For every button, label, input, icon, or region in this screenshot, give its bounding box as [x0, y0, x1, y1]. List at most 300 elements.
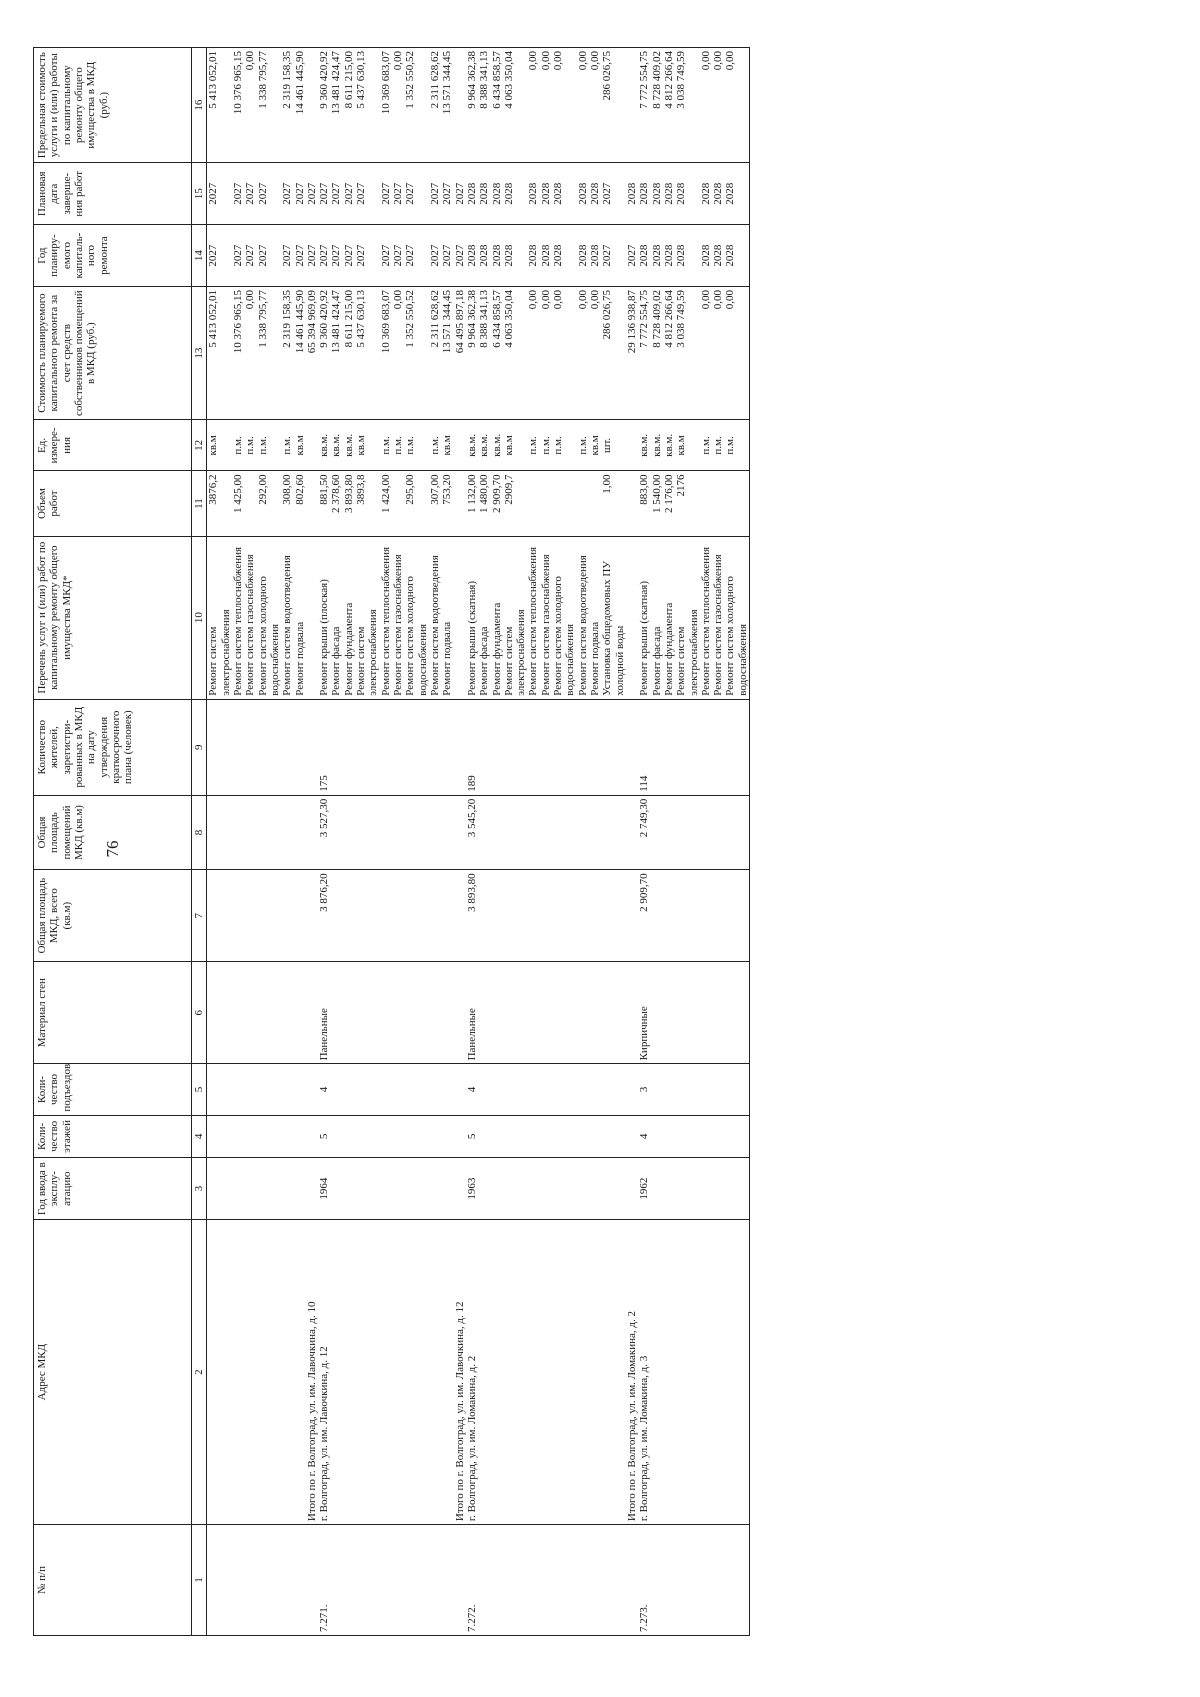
cell-c5 — [232, 1064, 244, 1115]
cell-c1 — [589, 1525, 601, 1636]
cell-c15: 2028 — [540, 163, 552, 225]
cell-c12: п.м. — [281, 420, 293, 471]
table-row — [601, 48, 626, 1636]
cell-c3 — [343, 1158, 355, 1220]
cell-c11 — [577, 471, 589, 536]
cell-c6 — [244, 962, 256, 1064]
table-row — [330, 48, 342, 1636]
cell-c3 — [281, 1158, 293, 1220]
cell-c5 — [380, 1064, 392, 1115]
cell-c2 — [404, 1220, 429, 1525]
cell-c13: 0,00 — [724, 287, 749, 420]
table-row — [651, 48, 663, 1636]
cell-c5 — [577, 1064, 589, 1115]
cell-c10: Ремонт систем газоснабжения — [540, 536, 552, 699]
cell-c3 — [663, 1158, 675, 1220]
cell-c4 — [478, 1115, 490, 1158]
table-row — [663, 48, 675, 1636]
cell-c13: 5 437 630,13 — [355, 287, 380, 420]
cell-c3 — [306, 1158, 318, 1220]
cell-c6 — [700, 962, 712, 1064]
cell-c3 — [712, 1158, 724, 1220]
cell-c14: 2027 — [343, 225, 355, 287]
cell-c2: г. Волгоград, ул. им. Ломакина, д. 3 — [638, 1220, 650, 1525]
cell-c14: 2027 — [318, 225, 330, 287]
cell-c10: Ремонт систем газоснабжения — [712, 536, 724, 699]
header-col-number: 8 — [192, 795, 207, 870]
cell-c9 — [577, 699, 589, 795]
cell-c2 — [724, 1220, 749, 1525]
cell-c15: 2028 — [577, 163, 589, 225]
cell-c3 — [244, 1158, 256, 1220]
cell-c6 — [392, 962, 404, 1064]
cell-c5 — [663, 1064, 675, 1115]
header-col-10: Перечень услуг и (или) работ по капитальному ремонту общего имущества МКД* — [34, 536, 192, 699]
cell-c7 — [589, 870, 601, 962]
cell-c13: 3 038 749,59 — [675, 287, 700, 420]
cell-c11: 1 132,00 — [466, 471, 478, 536]
cell-c2: г. Волгоград, ул. им. Лавочкина, д. 12 — [318, 1220, 330, 1525]
cell-c8 — [244, 795, 256, 870]
cell-c2 — [478, 1220, 490, 1525]
header-col-7: Общая площадь МКД, всего (кв.м) — [34, 870, 192, 962]
cell-c1 — [294, 1525, 306, 1636]
cell-c5: 4 — [318, 1064, 330, 1115]
cell-c15: 2027 — [441, 163, 453, 225]
cell-c8 — [527, 795, 539, 870]
cell-c15: 2027 — [294, 163, 306, 225]
table-row — [700, 48, 712, 1636]
cell-c2 — [577, 1220, 589, 1525]
cell-c11 — [700, 471, 712, 536]
cell-c14: 2027 — [392, 225, 404, 287]
cell-c15: 2027 — [306, 163, 318, 225]
cell-c4 — [724, 1115, 749, 1158]
cell-c8 — [232, 795, 244, 870]
cell-c8 — [478, 795, 490, 870]
cell-c1 — [441, 1525, 453, 1636]
cell-c4 — [429, 1115, 441, 1158]
cell-c13: 6 434 858,57 — [491, 287, 503, 420]
header-col-number: 15 — [192, 163, 207, 225]
cell-c10: Ремонт систем газоснабжения — [244, 536, 256, 699]
cell-c8 — [404, 795, 429, 870]
cell-c1 — [392, 1525, 404, 1636]
cell-c4 — [651, 1115, 663, 1158]
cell-c15: 2027 — [343, 163, 355, 225]
cell-c16: 0,00 — [244, 48, 256, 163]
cell-c15: 2028 — [724, 163, 749, 225]
cell-c13: 14 461 445,90 — [294, 287, 306, 420]
cell-c8 — [294, 795, 306, 870]
cell-c7 — [306, 870, 318, 962]
cell-c4 — [257, 1115, 282, 1158]
cell-c7 — [330, 870, 342, 962]
cell-c13: 10 369 683,07 — [380, 287, 392, 420]
cell-c12: кв.м. — [318, 420, 330, 471]
table-row — [675, 48, 700, 1636]
cell-c13: 4 812 266,64 — [663, 287, 675, 420]
cell-c3 — [577, 1158, 589, 1220]
cell-c16 — [454, 48, 466, 163]
cell-c12: кв.м. — [651, 420, 663, 471]
cell-c8 — [503, 795, 528, 870]
header-col-number: 13 — [192, 287, 207, 420]
cell-c3 — [478, 1158, 490, 1220]
cell-c15: 2028 — [552, 163, 577, 225]
cell-c4 — [491, 1115, 503, 1158]
cell-c3 — [491, 1158, 503, 1220]
cell-c16: 0,00 — [724, 48, 749, 163]
cell-c16: 0,00 — [527, 48, 539, 163]
cell-c2 — [552, 1220, 577, 1525]
cell-c4 — [675, 1115, 700, 1158]
cell-c7 — [503, 870, 528, 962]
cell-c4 — [527, 1115, 539, 1158]
cell-c12: кв.м — [441, 420, 453, 471]
cell-c14: 2028 — [466, 225, 478, 287]
cell-c8 — [429, 795, 441, 870]
cell-c3 — [294, 1158, 306, 1220]
cell-c2 — [675, 1220, 700, 1525]
cell-c9: 114 — [638, 699, 650, 795]
table-body — [207, 48, 750, 1636]
cell-c7 — [281, 870, 293, 962]
cell-c7 — [244, 870, 256, 962]
cell-c16: 0,00 — [552, 48, 577, 163]
cell-c4 — [404, 1115, 429, 1158]
cell-c5 — [527, 1064, 539, 1115]
cell-c4 — [503, 1115, 528, 1158]
cell-c11: 307,00 — [429, 471, 441, 536]
cell-c13: 13 481 424,47 — [330, 287, 342, 420]
cell-c7 — [552, 870, 577, 962]
cell-c15: 2028 — [638, 163, 650, 225]
cell-c12: п.м. — [712, 420, 724, 471]
cell-c12: кв.м — [355, 420, 380, 471]
cell-c13: 0,00 — [577, 287, 589, 420]
cell-c8 — [700, 795, 712, 870]
cell-c5 — [651, 1064, 663, 1115]
cell-c11: 3876,2 — [207, 471, 232, 536]
cell-c1 — [491, 1525, 503, 1636]
cell-c4: 4 — [638, 1115, 650, 1158]
cell-c8 — [330, 795, 342, 870]
table-row — [441, 48, 453, 1636]
cell-c15: 2027 — [601, 163, 626, 225]
cell-c3 — [675, 1158, 700, 1220]
cell-c1 — [527, 1525, 539, 1636]
table-row — [638, 48, 650, 1636]
cell-c1 — [601, 1525, 626, 1636]
cell-c16: 13 481 424,47 — [330, 48, 342, 163]
cell-c13: 10 376 965,15 — [232, 287, 244, 420]
cell-c4 — [601, 1115, 626, 1158]
cell-c9 — [257, 699, 282, 795]
cell-c4: 5 — [318, 1115, 330, 1158]
header-col-9: Количество жителей, зарегистри-рованных в МКД на дату утверждения краткосрочного плана (человек) — [34, 699, 192, 795]
cell-c6 — [306, 962, 318, 1064]
cell-c1 — [232, 1525, 244, 1636]
cell-c6 — [343, 962, 355, 1064]
header-col-12: Ед. измере-ния — [34, 420, 192, 471]
cell-c5 — [429, 1064, 441, 1115]
cell-c13: 0,00 — [712, 287, 724, 420]
cell-c11 — [552, 471, 577, 536]
cell-c7 — [441, 870, 453, 962]
cell-c14: 2028 — [577, 225, 589, 287]
cell-c15: 2027 — [232, 163, 244, 225]
cell-c2 — [355, 1220, 380, 1525]
cell-c15: 2027 — [355, 163, 380, 225]
cell-c3 — [429, 1158, 441, 1220]
header-col-number: 2 — [192, 1220, 207, 1525]
cell-c2 — [712, 1220, 724, 1525]
cell-c2 — [429, 1220, 441, 1525]
cell-c4 — [207, 1115, 232, 1158]
cell-c7 — [527, 870, 539, 962]
cell-c13: 0,00 — [700, 287, 712, 420]
cell-c15: 2027 — [392, 163, 404, 225]
header-col-1: № п/п — [34, 1525, 192, 1636]
cell-c11: 881,50 — [318, 471, 330, 536]
cell-c9 — [429, 699, 441, 795]
total-row — [306, 48, 318, 1636]
cell-c9: 175 — [318, 699, 330, 795]
table-row — [207, 48, 232, 1636]
cell-c11 — [540, 471, 552, 536]
cell-c9 — [330, 699, 342, 795]
cell-c3 — [392, 1158, 404, 1220]
cell-c8 — [651, 795, 663, 870]
cell-c3: 1962 — [638, 1158, 650, 1220]
table-row — [724, 48, 749, 1636]
cell-c6 — [540, 962, 552, 1064]
cell-c16: 2 311 628,62 — [429, 48, 441, 163]
table-row — [478, 48, 490, 1636]
cell-c5 — [330, 1064, 342, 1115]
cell-c2 — [244, 1220, 256, 1525]
cell-c15: 2027 — [244, 163, 256, 225]
cell-c11: 3 893,80 — [343, 471, 355, 536]
cell-c16: 3 038 749,59 — [675, 48, 700, 163]
cell-c16: 5 413 052,01 — [207, 48, 232, 163]
cell-c9 — [478, 699, 490, 795]
header-col-4: Коли-чество этажей — [34, 1115, 192, 1158]
cell-c8 — [441, 795, 453, 870]
cell-c15: 2028 — [478, 163, 490, 225]
cell-c14: 2028 — [712, 225, 724, 287]
cell-c11: 2909,7 — [503, 471, 528, 536]
cell-c6 — [589, 962, 601, 1064]
cell-c1 — [244, 1525, 256, 1636]
cell-c8 — [601, 795, 626, 870]
cell-c3 — [330, 1158, 342, 1220]
cell-c15: 2027 — [281, 163, 293, 225]
cell-c8 — [540, 795, 552, 870]
cell-c5 — [552, 1064, 577, 1115]
cell-c14: 2028 — [552, 225, 577, 287]
cell-c5 — [244, 1064, 256, 1115]
header-col-16: Предельная стоимость услуги и (или) работы по капитальному ремонту общего имущества в МКД (руб.) — [34, 48, 192, 163]
cell-c1 — [343, 1525, 355, 1636]
cell-c11 — [712, 471, 724, 536]
cell-c13: 0,00 — [552, 287, 577, 420]
cell-c14: 2027 — [355, 225, 380, 287]
cell-c8 — [207, 795, 232, 870]
cell-c4 — [306, 1115, 318, 1158]
cell-c1 — [651, 1525, 663, 1636]
cell-c1 — [454, 1525, 466, 1636]
cell-c7 — [724, 870, 749, 962]
cell-c9 — [281, 699, 293, 795]
cell-c16 — [306, 48, 318, 163]
cell-c11: 3893,8 — [355, 471, 380, 536]
cell-c4: 5 — [466, 1115, 478, 1158]
cell-c4 — [540, 1115, 552, 1158]
cell-c12: кв.м. — [491, 420, 503, 471]
cell-c6 — [355, 962, 380, 1064]
cell-c16: 0,00 — [589, 48, 601, 163]
table-row — [281, 48, 293, 1636]
cell-c6 — [330, 962, 342, 1064]
cell-c14: 2027 — [429, 225, 441, 287]
cell-c14: 2027 — [207, 225, 232, 287]
cell-c16: 7 772 554,75 — [638, 48, 650, 163]
cell-c14: 2027 — [330, 225, 342, 287]
cell-c14: 2028 — [527, 225, 539, 287]
header-col-2: Адрес МКД — [34, 1220, 192, 1525]
cell-c6 — [281, 962, 293, 1064]
cell-c12: п.м. — [577, 420, 589, 471]
table-row — [380, 48, 392, 1636]
cell-c14: 2028 — [503, 225, 528, 287]
cell-c15: 2027 — [318, 163, 330, 225]
cell-c3 — [724, 1158, 749, 1220]
cell-c5: 3 — [638, 1064, 650, 1115]
cell-c6 — [441, 962, 453, 1064]
cell-c2: Итого по г. Волгоград, ул. им. Лавочкина, д. 10 — [306, 1220, 318, 1525]
cell-c8 — [306, 795, 318, 870]
cell-c8 — [675, 795, 700, 870]
cell-c1 — [700, 1525, 712, 1636]
cell-c13: 8 611 215,00 — [343, 287, 355, 420]
cell-c12 — [306, 420, 318, 471]
cell-c14: 2028 — [491, 225, 503, 287]
cell-c6 — [294, 962, 306, 1064]
cell-c5 — [712, 1064, 724, 1115]
cell-c2: г. Волгоград, ул. им. Ломакина, д. 2 — [466, 1220, 478, 1525]
cell-c7 — [207, 870, 232, 962]
table-row — [404, 48, 429, 1636]
table-row — [232, 48, 244, 1636]
cell-c9 — [244, 699, 256, 795]
cell-c1 — [724, 1525, 749, 1636]
cell-c9 — [404, 699, 429, 795]
cell-c3 — [601, 1158, 626, 1220]
cell-c10: Ремонт крыши (скатная) — [638, 536, 650, 699]
cell-c16: 9 360 420,92 — [318, 48, 330, 163]
cell-c4 — [281, 1115, 293, 1158]
cell-c8 — [712, 795, 724, 870]
header-col-number: 16 — [192, 48, 207, 163]
cell-c15: 2028 — [663, 163, 675, 225]
cell-c4 — [712, 1115, 724, 1158]
cell-c12: п.м. — [540, 420, 552, 471]
cell-c9 — [589, 699, 601, 795]
cell-c10: Ремонт систем теплоснабжения — [232, 536, 244, 699]
cell-c16: 9 964 362,38 — [466, 48, 478, 163]
cell-c1 — [380, 1525, 392, 1636]
cell-c6 — [663, 962, 675, 1064]
header-col-number: 3 — [192, 1158, 207, 1220]
cell-c13: 0,00 — [244, 287, 256, 420]
cell-c6 — [527, 962, 539, 1064]
cell-c2 — [491, 1220, 503, 1525]
cell-c9 — [712, 699, 724, 795]
cell-c2 — [294, 1220, 306, 1525]
cell-c12: кв.м — [675, 420, 700, 471]
cell-c5 — [589, 1064, 601, 1115]
cell-c3 — [454, 1158, 466, 1220]
cell-c3 — [380, 1158, 392, 1220]
cell-c6 — [724, 962, 749, 1064]
cell-c6: Панельные — [466, 962, 478, 1064]
cell-c15: 2028 — [712, 163, 724, 225]
cell-c3 — [207, 1158, 232, 1220]
cell-c11 — [306, 471, 318, 536]
cell-c1 — [306, 1525, 318, 1636]
cell-c13: 9 964 362,38 — [466, 287, 478, 420]
table-row — [466, 48, 478, 1636]
cell-c6 — [601, 962, 626, 1064]
cell-c1 — [355, 1525, 380, 1636]
cell-c13: 7 772 554,75 — [638, 287, 650, 420]
cell-c11: 2 909,70 — [491, 471, 503, 536]
cell-c9 — [392, 699, 404, 795]
cell-c15: 2027 — [257, 163, 282, 225]
cell-c15: 2027 — [380, 163, 392, 225]
cell-c9 — [306, 699, 318, 795]
cell-c3 — [404, 1158, 429, 1220]
cell-c6 — [503, 962, 528, 1064]
cell-c4 — [294, 1115, 306, 1158]
cell-c7 — [380, 870, 392, 962]
cell-c9 — [380, 699, 392, 795]
cell-c8 — [626, 795, 638, 870]
cell-c1 — [281, 1525, 293, 1636]
cell-c10: Установка общедомовых ПУ холодной воды — [601, 536, 626, 699]
cell-c6 — [626, 962, 638, 1064]
cell-c3: 1964 — [318, 1158, 330, 1220]
cell-c6 — [491, 962, 503, 1064]
cell-c16: 4 063 350,04 — [503, 48, 528, 163]
total-row — [626, 48, 638, 1636]
cell-c2 — [663, 1220, 675, 1525]
cell-c8 — [491, 795, 503, 870]
cell-c8: 3 545,20 — [466, 795, 478, 870]
cell-c5 — [700, 1064, 712, 1115]
cell-c5 — [404, 1064, 429, 1115]
cell-c11: 292,00 — [257, 471, 282, 536]
cell-c4 — [232, 1115, 244, 1158]
cell-c2: Итого по г. Волгоград, ул. им. Лавочкина, д. 12 — [454, 1220, 466, 1525]
cell-c2 — [257, 1220, 282, 1525]
cell-c14: 2027 — [294, 225, 306, 287]
cell-c12: кв.м. — [330, 420, 342, 471]
cell-c15: 2028 — [675, 163, 700, 225]
cell-c4 — [330, 1115, 342, 1158]
